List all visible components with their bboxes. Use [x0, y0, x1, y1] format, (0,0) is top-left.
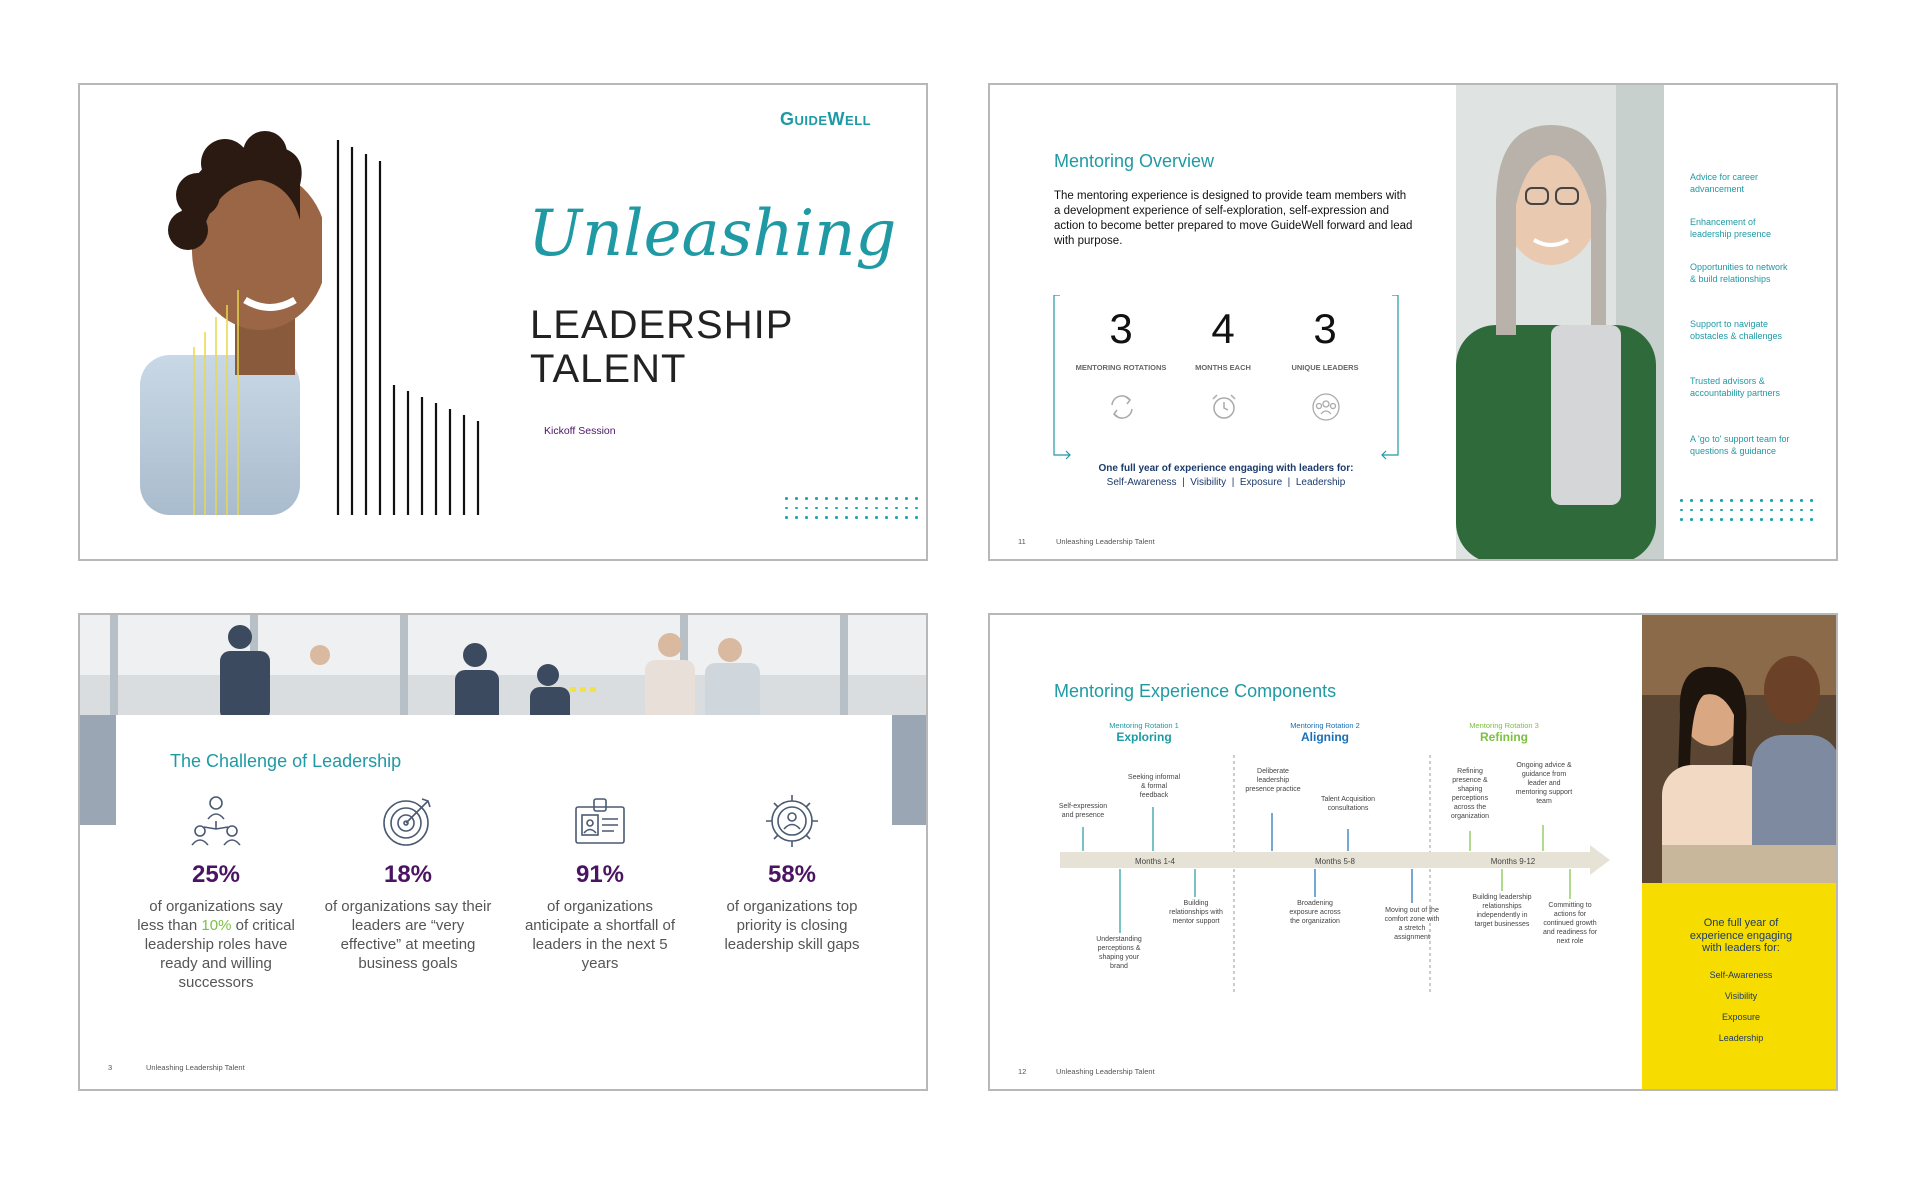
- slide-heading: Mentoring Experience Components: [1054, 681, 1337, 701]
- stat-description: of organizations anticipate a shortfall of leaders in the next 5 years: [524, 898, 676, 972]
- rotation-label: Mentoring Rotation 1: [1109, 721, 1179, 730]
- intro-paragraph: The mentoring experience is designed to provide team members with a development experience of self-exploration, self-expression and action to become better prepared to move GuideWell forward and lead with purpose.: [1054, 190, 1413, 247]
- sidebar-item: Exposure: [1721, 1012, 1761, 1022]
- page-number: 11: [1018, 537, 1026, 546]
- stat-label-leaders: UNIQUE LEADERS: [1291, 363, 1359, 372]
- desc-text: of critical leadership roles have ready and willing successors: [144, 917, 295, 991]
- rotation-label: Mentoring Rotation 3: [1469, 721, 1539, 730]
- slide-mentoring-overview[interactable]: [988, 83, 1838, 561]
- benefit-item: Trusted advisors & accountability partners: [1690, 376, 1781, 398]
- benefit-item: Enhancement of leadership presence: [1690, 217, 1772, 239]
- timeline-graphic: [990, 615, 1630, 1091]
- slide-footer: [1018, 1067, 1155, 1076]
- footer-title: Unleashing Leadership Talent: [1056, 1067, 1155, 1076]
- timeline-milestone: Building relationships with mentor support: [1169, 900, 1223, 925]
- stat-description: [136, 897, 296, 992]
- subtitle: Kickoff Session: [544, 425, 616, 437]
- title-line-2: TALENT: [530, 347, 687, 391]
- title-line-1: LEADERSHIP: [530, 303, 794, 347]
- slide-mentoring-components[interactable]: [988, 613, 1838, 1091]
- stat-percent: 91%: [575, 861, 625, 888]
- alarm-clock-icon: [1208, 391, 1240, 423]
- timeline-milestone: Building leadership relationships independently in target businesses: [1472, 894, 1532, 928]
- script-title: Unleashing: [528, 197, 897, 271]
- stat-percent: 58%: [767, 861, 817, 888]
- target-arrow-icon: [380, 793, 436, 849]
- benefit-item: A 'go to' support team for questions & guidance: [1690, 434, 1790, 456]
- timeline-milestone: Deliberate leadership presence practice: [1245, 768, 1301, 793]
- mentoring-pair-photo: [1642, 615, 1838, 883]
- guidewell-logo: GuideWell: [780, 109, 872, 129]
- sidebar-item: Leadership: [1718, 1033, 1764, 1043]
- benefit-item: Advice for career advancement: [1690, 172, 1759, 194]
- rotation-name: Exploring: [1116, 730, 1172, 744]
- people-group-icon: [1310, 391, 1342, 423]
- gear-person-icon: [764, 793, 820, 849]
- desc-highlight: 10%: [201, 917, 232, 934]
- timeline-milestone: Talent Acquisition consultations: [1320, 796, 1376, 812]
- timeline-month-label: Months 5-8: [1314, 857, 1356, 866]
- rotation-name: Aligning: [1301, 730, 1349, 744]
- benefit-item: Support to navigate obstacles & challenges: [1690, 319, 1783, 341]
- timeline-month-label: Months 9-12: [1490, 857, 1536, 866]
- timeline-milestone: Refining presence & shaping perceptions across the organization: [1450, 768, 1490, 820]
- stat-value-rotations: 3: [1109, 305, 1133, 352]
- stat-value-leaders: 3: [1313, 305, 1337, 352]
- slide-footer: [1018, 537, 1155, 546]
- timeline-milestone: Committing to actions for continued growth and readiness for next role: [1542, 902, 1598, 945]
- dot-pattern: [785, 497, 925, 519]
- slide-footer: [108, 1063, 245, 1072]
- stat-description: of organizations top priority is closing leadership skill gaps: [724, 898, 860, 953]
- desc-text: of organizations say less than: [137, 898, 283, 934]
- stat-label-months: MONTHS EACH: [1195, 363, 1251, 372]
- footer-title: Unleashing Leadership Talent: [146, 1063, 245, 1072]
- vertical-lines-decoration: [80, 85, 928, 561]
- timeline-milestone: Self-expression and presence: [1058, 803, 1108, 819]
- yellow-sidebar: [1642, 883, 1838, 1091]
- timeline-milestone: Seeking informal & formal feedback: [1127, 774, 1181, 799]
- stat-percent: 18%: [383, 861, 433, 888]
- timeline-month-label: Months 1-4: [1134, 857, 1176, 866]
- stat-percent: 25%: [191, 861, 241, 888]
- stat-label-rotations: MENTORING ROTATIONS: [1075, 363, 1167, 372]
- rotation-name: Refining: [1480, 730, 1528, 744]
- org-chart-people-icon: [188, 793, 244, 849]
- rotation-label: Mentoring Rotation 2: [1290, 721, 1360, 730]
- sidebar-title: One full year of experience engaging with leaders for:: [1689, 917, 1793, 954]
- summary-items: Self-Awareness | Visibility | Exposure | Leadership: [1106, 477, 1346, 488]
- timeline-milestone: Ongoing advice & guidance from leader and mentoring support team: [1515, 762, 1573, 805]
- summary-bold: One full year of experience engaging with leaders for:: [1098, 463, 1354, 474]
- mentor-photo: [1456, 85, 1664, 561]
- dot-pattern: [1680, 499, 1820, 521]
- sidebar-item: Visibility: [1724, 991, 1758, 1001]
- slide-challenge-of-leadership[interactable]: [78, 613, 928, 1091]
- timeline-milestone: Broadening exposure across the organization: [1289, 900, 1341, 925]
- slide-title[interactable]: [78, 83, 928, 561]
- page-number: 12: [1018, 1067, 1027, 1076]
- timeline-milestone: Moving out of the comfort zone with a stretch assignment: [1384, 907, 1440, 941]
- slide-heading: The Challenge of Leadership: [170, 751, 402, 771]
- id-badge-icon: [572, 793, 628, 849]
- timeline-milestone: Understanding perceptions & shaping your brand: [1096, 936, 1142, 970]
- stat-value-months: 4: [1211, 305, 1235, 352]
- rotation-arrows-icon: [1106, 391, 1138, 423]
- benefit-item: Opportunities to network & build relationships: [1690, 262, 1788, 284]
- stat-description: of organizations say their leaders are “very effective” at meeting business goals: [324, 898, 492, 972]
- footer-title: Unleashing Leadership Talent: [1056, 537, 1155, 546]
- page-number: 3: [108, 1063, 113, 1072]
- sidebar-item: Self-Awareness: [1709, 970, 1773, 980]
- slide-heading: Mentoring Overview: [1054, 151, 1215, 171]
